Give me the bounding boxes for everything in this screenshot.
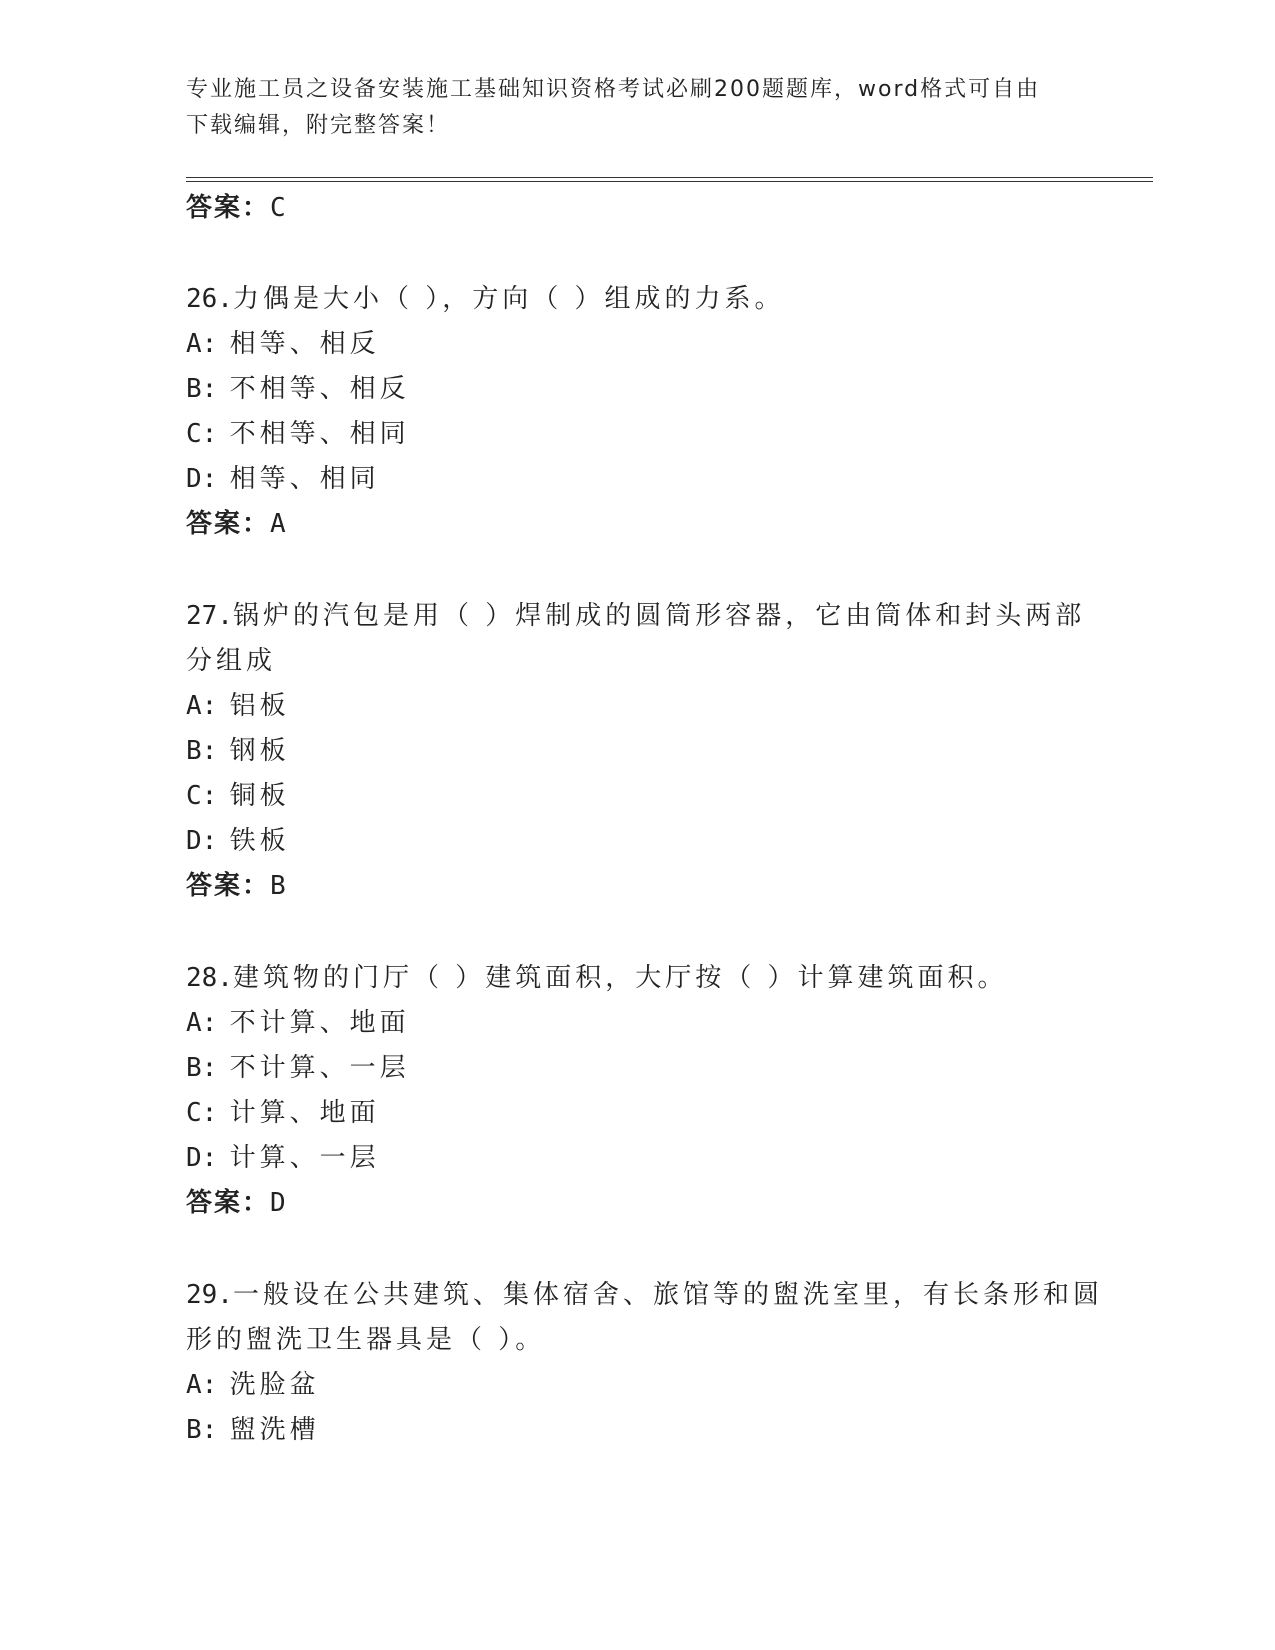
question-number: 28. bbox=[186, 963, 233, 993]
option-text: 不相等、相同 bbox=[229, 419, 410, 449]
option-text: 不计算、地面 bbox=[229, 1008, 410, 1038]
q28-option-a bbox=[186, 1007, 410, 1039]
q29-option-b bbox=[186, 1414, 320, 1446]
option-text: 钢板 bbox=[229, 736, 290, 766]
option-key: C: bbox=[186, 781, 218, 811]
header-line-2: 下载编辑，附完整答案！ bbox=[186, 113, 451, 138]
option-text: 铁板 bbox=[229, 826, 290, 856]
option-key: D: bbox=[186, 826, 218, 856]
answer-value: C bbox=[270, 193, 286, 223]
option-text: 不计算、一层 bbox=[229, 1053, 410, 1083]
question-text-cont: 分组成 bbox=[186, 646, 277, 676]
option-text: 洗脸盆 bbox=[229, 1370, 320, 1400]
answer-value: D bbox=[270, 1188, 286, 1218]
question-27-cont bbox=[186, 645, 276, 677]
answer-value: B bbox=[270, 871, 286, 901]
option-key: B: bbox=[186, 374, 218, 404]
question-text: 锅炉的汽包是用（ ）焊制成的圆筒形容器，它由筒体和封头两部 bbox=[232, 601, 1086, 631]
question-29 bbox=[186, 1279, 1103, 1311]
answer-label: 答案： bbox=[186, 871, 271, 901]
option-key: A: bbox=[186, 1008, 218, 1038]
option-key: A: bbox=[186, 691, 218, 721]
q27-option-a bbox=[186, 690, 290, 722]
option-text: 相等、相反 bbox=[229, 329, 380, 359]
header-divider-bottom bbox=[186, 181, 1153, 182]
q26-option-a bbox=[186, 328, 380, 360]
option-text: 计算、地面 bbox=[229, 1098, 380, 1128]
question-number: 27. bbox=[186, 601, 233, 631]
q26-option-c bbox=[186, 418, 410, 450]
option-key: C: bbox=[186, 1098, 218, 1128]
option-text: 铝板 bbox=[229, 691, 290, 721]
q28-option-b bbox=[186, 1052, 410, 1084]
option-text: 不相等、相反 bbox=[229, 374, 410, 404]
document-header bbox=[186, 72, 1066, 144]
question-text-cont: 形的盥洗卫生器具是（ ）。 bbox=[186, 1325, 546, 1355]
option-key: A: bbox=[186, 1370, 218, 1400]
option-text: 相等、相同 bbox=[229, 464, 380, 494]
option-key: B: bbox=[186, 736, 218, 766]
header-line-1: 专业施工员之设备安装施工基础知识资格考试必刷200题题库，word格式可自由 bbox=[186, 77, 1041, 102]
answer-line-28 bbox=[186, 1187, 286, 1219]
question-text: 建筑物的门厅（ ）建筑面积，大厅按（ ）计算建筑面积。 bbox=[232, 963, 1008, 993]
q29-option-a bbox=[186, 1369, 320, 1401]
q26-option-d bbox=[186, 463, 380, 495]
option-text: 铜板 bbox=[229, 781, 290, 811]
option-key: B: bbox=[186, 1053, 218, 1083]
option-key: B: bbox=[186, 1415, 218, 1445]
q28-option-c bbox=[186, 1097, 380, 1129]
option-key: A: bbox=[186, 329, 218, 359]
q27-option-d bbox=[186, 825, 290, 857]
answer-label: 答案： bbox=[186, 193, 271, 223]
question-26 bbox=[186, 283, 785, 315]
question-text: 一般设在公共建筑、集体宿舍、旅馆等的盥洗室里，有长条形和圆 bbox=[232, 1280, 1103, 1310]
question-29-cont bbox=[186, 1324, 545, 1356]
question-28 bbox=[186, 962, 1008, 994]
q27-option-b bbox=[186, 735, 290, 767]
question-text: 力偶是大小（ ），方向（ ）组成的力系。 bbox=[232, 284, 785, 314]
q27-option-c bbox=[186, 780, 290, 812]
answer-line-27 bbox=[186, 870, 286, 902]
option-key: C: bbox=[186, 419, 218, 449]
question-number: 29. bbox=[186, 1280, 233, 1310]
option-text: 盥洗槽 bbox=[229, 1415, 320, 1445]
answer-line-26 bbox=[186, 508, 286, 540]
answer-label: 答案： bbox=[186, 509, 271, 539]
answer-line-25 bbox=[186, 192, 286, 224]
header-divider-top bbox=[186, 177, 1153, 178]
question-27 bbox=[186, 600, 1085, 632]
option-key: D: bbox=[186, 464, 218, 494]
question-number: 26. bbox=[186, 284, 233, 314]
option-text: 计算、一层 bbox=[229, 1143, 380, 1173]
q28-option-d bbox=[186, 1142, 380, 1174]
option-key: D: bbox=[186, 1143, 218, 1173]
q26-option-b bbox=[186, 373, 410, 405]
answer-value: A bbox=[270, 509, 286, 539]
answer-label: 答案： bbox=[186, 1188, 271, 1218]
